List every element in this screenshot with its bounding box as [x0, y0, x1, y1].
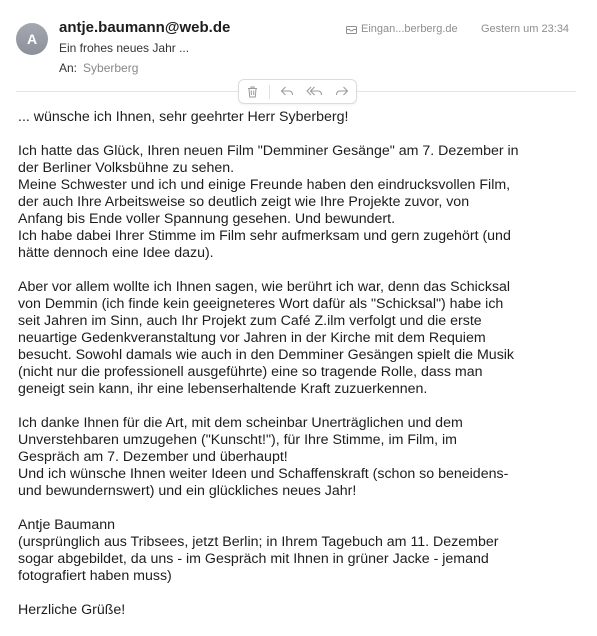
- text-line: von Demmin (ich finde kein geeigneteres Wort dafür als "Schicksal") habe ich: [18, 296, 504, 312]
- to-label: An:: [59, 61, 78, 75]
- text-line: Herzliche Grüße!: [18, 602, 126, 618]
- text-line: seit Jahren im Sinn, auch Ihr Projekt zum Café Z.ilm verfolgt und die erste: [18, 313, 482, 329]
- text-line: (nicht nur die professionell ausgeführte) eine so tragende Rolle, dass man: [18, 364, 483, 380]
- text-line: Unverstehbaren umzugehen ("Kunscht!"), für Ihre Stimme, im Film, im: [18, 432, 457, 448]
- message-date: Gestern um 23:34: [481, 23, 570, 35]
- text-line: fotografiert haben muss): [18, 568, 172, 584]
- text-line: und bewundernswert) und ein glückliches neues Jahr!: [18, 483, 357, 499]
- reply-all-icon: [306, 86, 323, 97]
- reply-all-button[interactable]: [304, 83, 326, 101]
- text-line: Aber vor allem wollte ich Ihnen sagen, wie berührt ich war, denn das Schicksal: [18, 279, 511, 295]
- sender-address[interactable]: antje.baumann@web.de: [59, 19, 231, 36]
- text-line: besucht. Sowohl damals wie auch in den Demminer Gesängen spielt die Musik: [18, 347, 515, 363]
- text-line: der Berliner Volksbühne zu sehen.: [18, 160, 235, 176]
- trash-icon: [247, 86, 258, 98]
- text-line: Anfang bis Ende voller Spannung gesehen. Und bewundert.: [18, 211, 396, 227]
- sender-avatar: A: [16, 23, 48, 55]
- mailbox-icon: [346, 25, 357, 34]
- paragraph-demmin: [18, 279, 588, 398]
- text-line: Antje Baumann: [18, 517, 116, 533]
- text-line: neuartige Gedenkveranstaltung vor Jahren in der Kirche mit dem Requiem: [18, 330, 486, 346]
- reply-button[interactable]: [276, 83, 298, 101]
- text-line: geneigt sein kann, ihr eine lebenserhaltende Kraft zuzuerkennen.: [18, 381, 428, 397]
- text-line: Und ich wünsche Ihnen weiter Ideen und Schaffenskraft (schon so beneidens-: [18, 466, 509, 482]
- hover-toolbar: [238, 79, 357, 104]
- text-line: Ich habe dabei Ihrer Stimme im Film sehr aufmerksam und gern zugehört (und: [18, 228, 511, 244]
- delete-button[interactable]: [242, 83, 264, 101]
- paragraph-film: [18, 143, 588, 262]
- text-line: Gespräch am 7. Dezember und überhaupt!: [18, 449, 288, 465]
- recipient-row: [59, 61, 138, 75]
- text-line: sogar abgebildet, da uns - im Gespräch mit Ihnen in grüner Jacke - jemand: [18, 551, 489, 567]
- closing-paragraph: [18, 602, 588, 619]
- text-line: der auch Ihre Arbeitsweise so deutlich zeigt wie Ihre Projekte zuvor, von: [18, 194, 470, 210]
- toolbar-separator: [269, 85, 270, 99]
- text-line: (ursprünglich aus Tribsees, jetzt Berlin; in Ihrem Tagebuch am 11. Dezember: [18, 534, 499, 550]
- mailbox-label: Eingan...berberg.de: [361, 23, 458, 35]
- text-line: Ich danke Ihnen für die Art, mit dem scheinbar Unerträglichen und dem: [18, 415, 463, 431]
- forward-button[interactable]: [331, 83, 353, 101]
- paragraph-thanks: [18, 415, 588, 500]
- message-subject: Ein frohes neues Jahr ...: [59, 41, 190, 55]
- text-line: Ich hatte das Glück, Ihren neuen Film "Demminer Gesänge" am 7. Dezember in: [18, 143, 519, 159]
- text-line: hätte dennoch eine Idee dazu).: [18, 245, 214, 261]
- forward-icon: [335, 86, 349, 97]
- text-line: ... wünsche ich Ihnen, sehr geehrter Herr Syberberg!: [18, 109, 349, 125]
- message-body: [18, 109, 588, 636]
- recipient-name[interactable]: Syberberg: [83, 61, 139, 75]
- mailbox-location[interactable]: [346, 23, 458, 35]
- paragraph-signature: [18, 517, 588, 585]
- reply-icon: [280, 86, 294, 97]
- text-line: Meine Schwester und ich und einige Freunde haben den eindrucksvollen Film,: [18, 177, 511, 193]
- greeting-paragraph: [18, 109, 588, 126]
